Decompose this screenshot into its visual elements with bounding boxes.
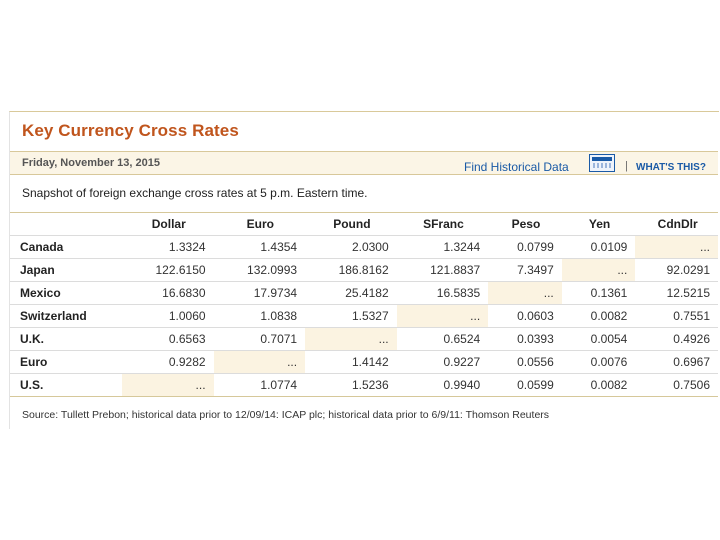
rate-cell: 0.6524 bbox=[397, 328, 489, 351]
table-row bbox=[10, 259, 718, 282]
whats-this-link[interactable]: WHAT'S THIS? bbox=[636, 162, 706, 173]
rate-cell: 16.5835 bbox=[397, 282, 489, 305]
column-header: Euro bbox=[214, 213, 306, 236]
rate-cell: 0.6563 bbox=[122, 328, 214, 351]
table-row bbox=[10, 374, 718, 397]
rate-cell: 0.6967 bbox=[635, 351, 718, 374]
table-row bbox=[10, 351, 718, 374]
rate-cell: 0.7071 bbox=[214, 328, 306, 351]
row-label: Canada bbox=[10, 236, 122, 259]
rate-cell: 0.0799 bbox=[488, 236, 562, 259]
rate-cell: 122.6150 bbox=[122, 259, 214, 282]
rate-cell: ... bbox=[635, 236, 718, 259]
rate-cell: 2.0300 bbox=[305, 236, 397, 259]
rate-cell: ... bbox=[214, 351, 306, 374]
rate-cell: 1.4354 bbox=[214, 236, 306, 259]
row-label: Mexico bbox=[10, 282, 122, 305]
rate-cell: 0.0082 bbox=[562, 305, 636, 328]
rate-cell: 0.0556 bbox=[488, 351, 562, 374]
row-label: Switzerland bbox=[10, 305, 122, 328]
table-row bbox=[10, 282, 718, 305]
calendar-icon[interactable] bbox=[589, 154, 615, 172]
rate-cell: 12.5215 bbox=[635, 282, 718, 305]
column-header: Yen bbox=[562, 213, 636, 236]
table-row bbox=[10, 328, 718, 351]
separator: | bbox=[625, 160, 628, 172]
column-header: Peso bbox=[488, 213, 562, 236]
column-header: SFranc bbox=[397, 213, 489, 236]
snapshot-description: Snapshot of foreign exchange cross rates at 5 p.m. Eastern time. bbox=[22, 186, 368, 200]
rate-cell: ... bbox=[488, 282, 562, 305]
rate-cell: 0.7506 bbox=[635, 374, 718, 397]
rate-cell: 25.4182 bbox=[305, 282, 397, 305]
rate-cell: 1.0774 bbox=[214, 374, 306, 397]
row-label: Japan bbox=[10, 259, 122, 282]
rate-cell: 121.8837 bbox=[397, 259, 489, 282]
rate-cell: 0.1361 bbox=[562, 282, 636, 305]
rate-cell: 0.9227 bbox=[397, 351, 489, 374]
rate-cell: 0.0599 bbox=[488, 374, 562, 397]
rate-cell: 92.0291 bbox=[635, 259, 718, 282]
row-label: Euro bbox=[10, 351, 122, 374]
rate-cell: 1.3324 bbox=[122, 236, 214, 259]
rate-cell: 186.8162 bbox=[305, 259, 397, 282]
rate-cell: ... bbox=[122, 374, 214, 397]
page-title: Key Currency Cross Rates bbox=[22, 121, 239, 140]
rate-cell: 1.0838 bbox=[214, 305, 306, 328]
table-header-row bbox=[10, 213, 718, 236]
rate-cell: 16.6830 bbox=[122, 282, 214, 305]
rate-cell: 132.0993 bbox=[214, 259, 306, 282]
rate-cell: ... bbox=[305, 328, 397, 351]
column-header: Pound bbox=[305, 213, 397, 236]
find-historical-data-link[interactable]: Find Historical Data bbox=[464, 160, 569, 174]
rate-cell: 0.0054 bbox=[562, 328, 636, 351]
rate-cell: 1.4142 bbox=[305, 351, 397, 374]
date-label: Friday, November 13, 2015 bbox=[22, 157, 160, 169]
rate-cell: 0.7551 bbox=[635, 305, 718, 328]
rate-cell: 0.0393 bbox=[488, 328, 562, 351]
cross-rates-table bbox=[10, 212, 718, 397]
rate-cell: 1.3244 bbox=[397, 236, 489, 259]
rate-cell: 0.4926 bbox=[635, 328, 718, 351]
rate-cell: 0.9940 bbox=[397, 374, 489, 397]
column-header: CdnDlr bbox=[635, 213, 718, 236]
rate-cell: ... bbox=[562, 259, 636, 282]
rate-cell: 1.5327 bbox=[305, 305, 397, 328]
rate-cell: 0.0082 bbox=[562, 374, 636, 397]
rate-cell: 0.0076 bbox=[562, 351, 636, 374]
rate-cell: 1.5236 bbox=[305, 374, 397, 397]
rate-cell: 0.0109 bbox=[562, 236, 636, 259]
row-label: U.S. bbox=[10, 374, 122, 397]
table-row bbox=[10, 236, 718, 259]
rate-cell: 17.9734 bbox=[214, 282, 306, 305]
table-row bbox=[10, 305, 718, 328]
rate-cell: 7.3497 bbox=[488, 259, 562, 282]
rate-cell: ... bbox=[397, 305, 489, 328]
source-note: Source: Tullett Prebon; historical data prior to 12/09/14: ICAP plc; historical data prior to 6/9/11: Thomson Reuters bbox=[22, 409, 550, 421]
row-label: U.K. bbox=[10, 328, 122, 351]
rate-cell: 1.0060 bbox=[122, 305, 214, 328]
rate-cell: 0.9282 bbox=[122, 351, 214, 374]
header-corner bbox=[10, 213, 122, 236]
rate-cell: 0.0603 bbox=[488, 305, 562, 328]
column-header: Dollar bbox=[122, 213, 214, 236]
